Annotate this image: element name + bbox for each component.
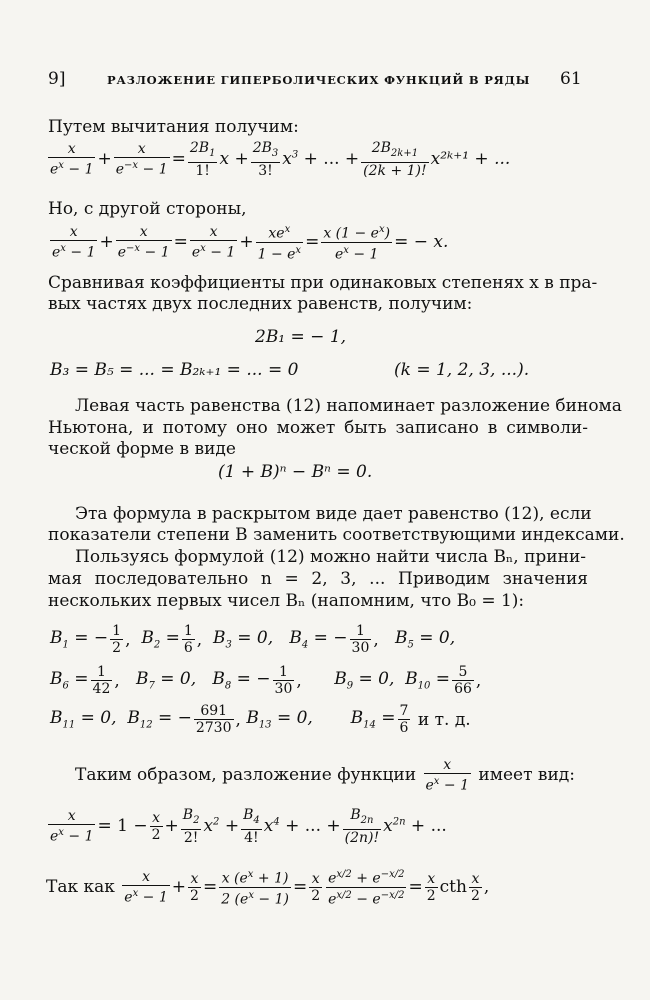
bernoulli-row-3: $B_{11} = 0$, $B_{12}$ = − $\frac{691}{2730}$ , $B_{13} = 0$, $B_{14}$ = $\frac{7}{6}$ и т. д. (50, 703, 471, 736)
paragraph-expansion: Таким образом, разложение функции $\frac{x}{e^x - 1}$ имеет вид: (75, 757, 575, 794)
paragraph-bernoulli-line3: нескольких первых чисел Bₙ (напомним, что B₀ = 1): (48, 591, 525, 611)
paragraph-subtraction: Путем вычитания получим: (48, 117, 299, 137)
paragraph-formula-line2: показатели степени B заменить соответствующими индексами. (48, 525, 625, 545)
paragraph-formula-line1: Эта формула в раскрытом виде дает равенство (12), если (75, 504, 592, 524)
paragraph-compare-line1: Сравнивая коэффициенты при одинаковых степенях x в пра- (48, 273, 598, 293)
equation-1: $\frac{x}{e^x - 1}$ + $\frac{x}{e^{-x} - 1}$ = $\frac{2B_1}{1!}$ x + $\frac{2B_3}{3!}$ $x^3$ + ... + $\frac{2B_{2k+1}}{(2k + 1)!}$ x²ᵏ⁺¹ + ... (50, 140, 511, 179)
eq1-tail: x²ᵏ⁺¹ + ... (430, 149, 511, 170)
etc-text: и т. д. (417, 709, 471, 730)
equation-4-note: (k = 1, 2, 3, ...). (394, 360, 530, 380)
paragraph-newton-line1: Левая часть равенства (12) напоминает разложение бинома (75, 396, 622, 416)
section-number: 9] (48, 69, 66, 89)
bernoulli-row-1: $B_1$ = − $\frac{1}{2}$ , $B_2$ = $\frac{1}{6}$ , $B_3 = 0$, $B_4$ = − $\frac{1}{30}$ , $B_5 = 0$, (50, 623, 456, 656)
paragraph-bernoulli-line2: мая последовательно n = 2, 3, ... Приводим значения (48, 569, 588, 589)
paragraph-other-side: Но, с другой стороны, (48, 199, 247, 219)
running-title: РАЗЛОЖЕНИЕ ГИПЕРБОЛИЧЕСКИХ ФУНКЦИЙ В РЯДЫ (107, 73, 531, 87)
paragraph-bernoulli-line1: Пользуясь формулой (12) можно найти числа Bₙ, прини- (75, 547, 587, 567)
paragraph-newton-line2: Ньютона, и потому оно может быть записано в символи- (48, 418, 588, 438)
page-number: 61 (560, 69, 582, 89)
since-text: Так как (46, 877, 115, 898)
equation-4: B₃ = B₅ = ... = B₂ₖ₊₁ = ... = 0 (50, 360, 299, 380)
expansion-text-end: имеет вид: (478, 765, 575, 786)
equation-2: $\frac{x}{e^x - 1}$ + $\frac{x}{e^{-x} - 1}$ = $\frac{x}{e^x - 1}$ + $\frac{xe^x}{1 - e^x}$ = $\frac{x (1 - e^x)}{e^x - 1}$ = − x. (52, 223, 449, 263)
paragraph-compare-line2: вых частях двух последних равенств, получим: (48, 294, 473, 314)
equation-3: 2B₁ = − 1, (255, 327, 347, 347)
equation-cth: Так как $\frac{x}{e^x - 1}$ + $\frac{x}{2}$ = $\frac{x (e^x + 1)}{2 (e^x - 1)}$ = $\frac{x}{2}$ $\frac{e^{x/2} + e^{-x/2}}{e^{x/2} - e^{-x/2}}$ = $\frac{x}{2}$ cth $\frac{x}{2}$ , (46, 868, 490, 908)
expansion-text: Таким образом, разложение функции (75, 765, 417, 786)
equation-5: (1 + B)ⁿ − Bⁿ = 0. (218, 462, 373, 482)
bernoulli-row-2: $B_6$ = $\frac{1}{42}$ , $B_7 = 0$, $B_8$ = − $\frac{1}{30}$ , $B_9 = 0$, $B_{10}$ = $\frac{5}{66}$ , (50, 664, 482, 697)
paragraph-newton-line3: ческой форме в виде (48, 439, 236, 459)
equation-expansion: $\frac{x}{e^x - 1}$ = 1 − $\frac{x}{2}$ + $\frac{B_2}{2!}$ $x^2$ + $\frac{B_4}{4!}$ $x^4$ + ... + $\frac{B_{2n}}{(2n)!}$ $x^{2n}$ + ... (50, 807, 447, 846)
